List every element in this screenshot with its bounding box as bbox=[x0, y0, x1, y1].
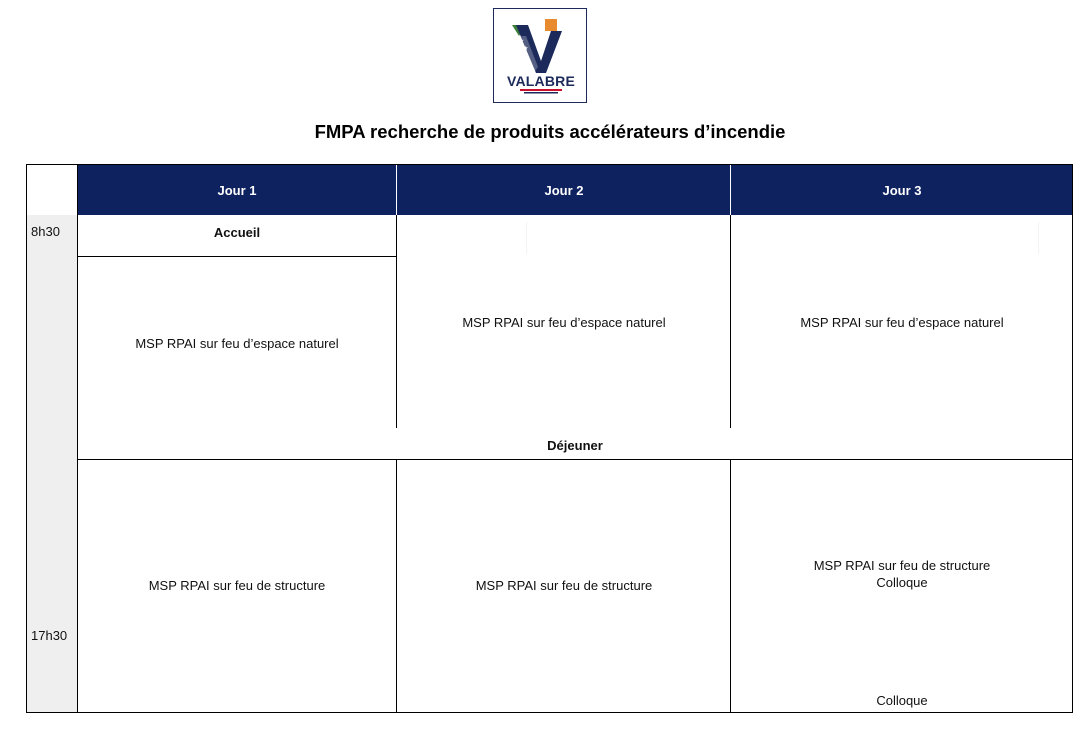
header-separator bbox=[730, 165, 731, 215]
start-time: 8h30 bbox=[31, 224, 60, 239]
table-border-top bbox=[26, 164, 1073, 165]
jour3-morning-session: MSP RPAI sur feu d’espace naturel bbox=[800, 315, 1004, 330]
svg-text:★: ★ bbox=[518, 37, 525, 45]
header-separator bbox=[396, 165, 397, 215]
jour3-afternoon-colloque: Colloque bbox=[876, 575, 928, 590]
jour1-afternoon-session: MSP RPAI sur feu de structure bbox=[148, 578, 326, 593]
accueil-divider bbox=[77, 256, 397, 257]
lunch-label: Déjeuner bbox=[547, 438, 603, 453]
jour3-end-colloque: Colloque bbox=[876, 693, 928, 708]
page-title: FMPA recherche de produits accélérateurs d’incendie bbox=[314, 121, 786, 142]
jour1-morning-session: MSP RPAI sur feu d’espace naturel bbox=[135, 336, 339, 351]
jour2-morning-session: MSP RPAI sur feu d’espace naturel bbox=[462, 315, 666, 330]
faint-guide bbox=[1038, 222, 1039, 254]
faint-guide bbox=[526, 222, 527, 254]
header-jour-2-label: Jour 2 bbox=[544, 182, 584, 198]
jour3-afternoon-session: MSP RPAI sur feu de structure bbox=[813, 558, 991, 573]
header-jour-1 bbox=[77, 165, 397, 215]
logo-wordmark: VALABRE bbox=[506, 73, 576, 89]
header-jour-3 bbox=[731, 165, 1073, 215]
table-border-bottom bbox=[26, 712, 1073, 713]
table-border-left bbox=[26, 164, 27, 713]
svg-text:★: ★ bbox=[523, 45, 529, 52]
header-jour-2 bbox=[397, 165, 731, 215]
accueil-label: Accueil bbox=[213, 225, 261, 240]
header-jour-1-label: Jour 1 bbox=[217, 182, 257, 198]
header-jour-3-label: Jour 3 bbox=[882, 182, 922, 198]
jour2-afternoon-session: MSP RPAI sur feu de structure bbox=[475, 578, 653, 593]
lunch-divider bbox=[77, 459, 1073, 460]
end-time: 17h30 bbox=[31, 628, 68, 643]
